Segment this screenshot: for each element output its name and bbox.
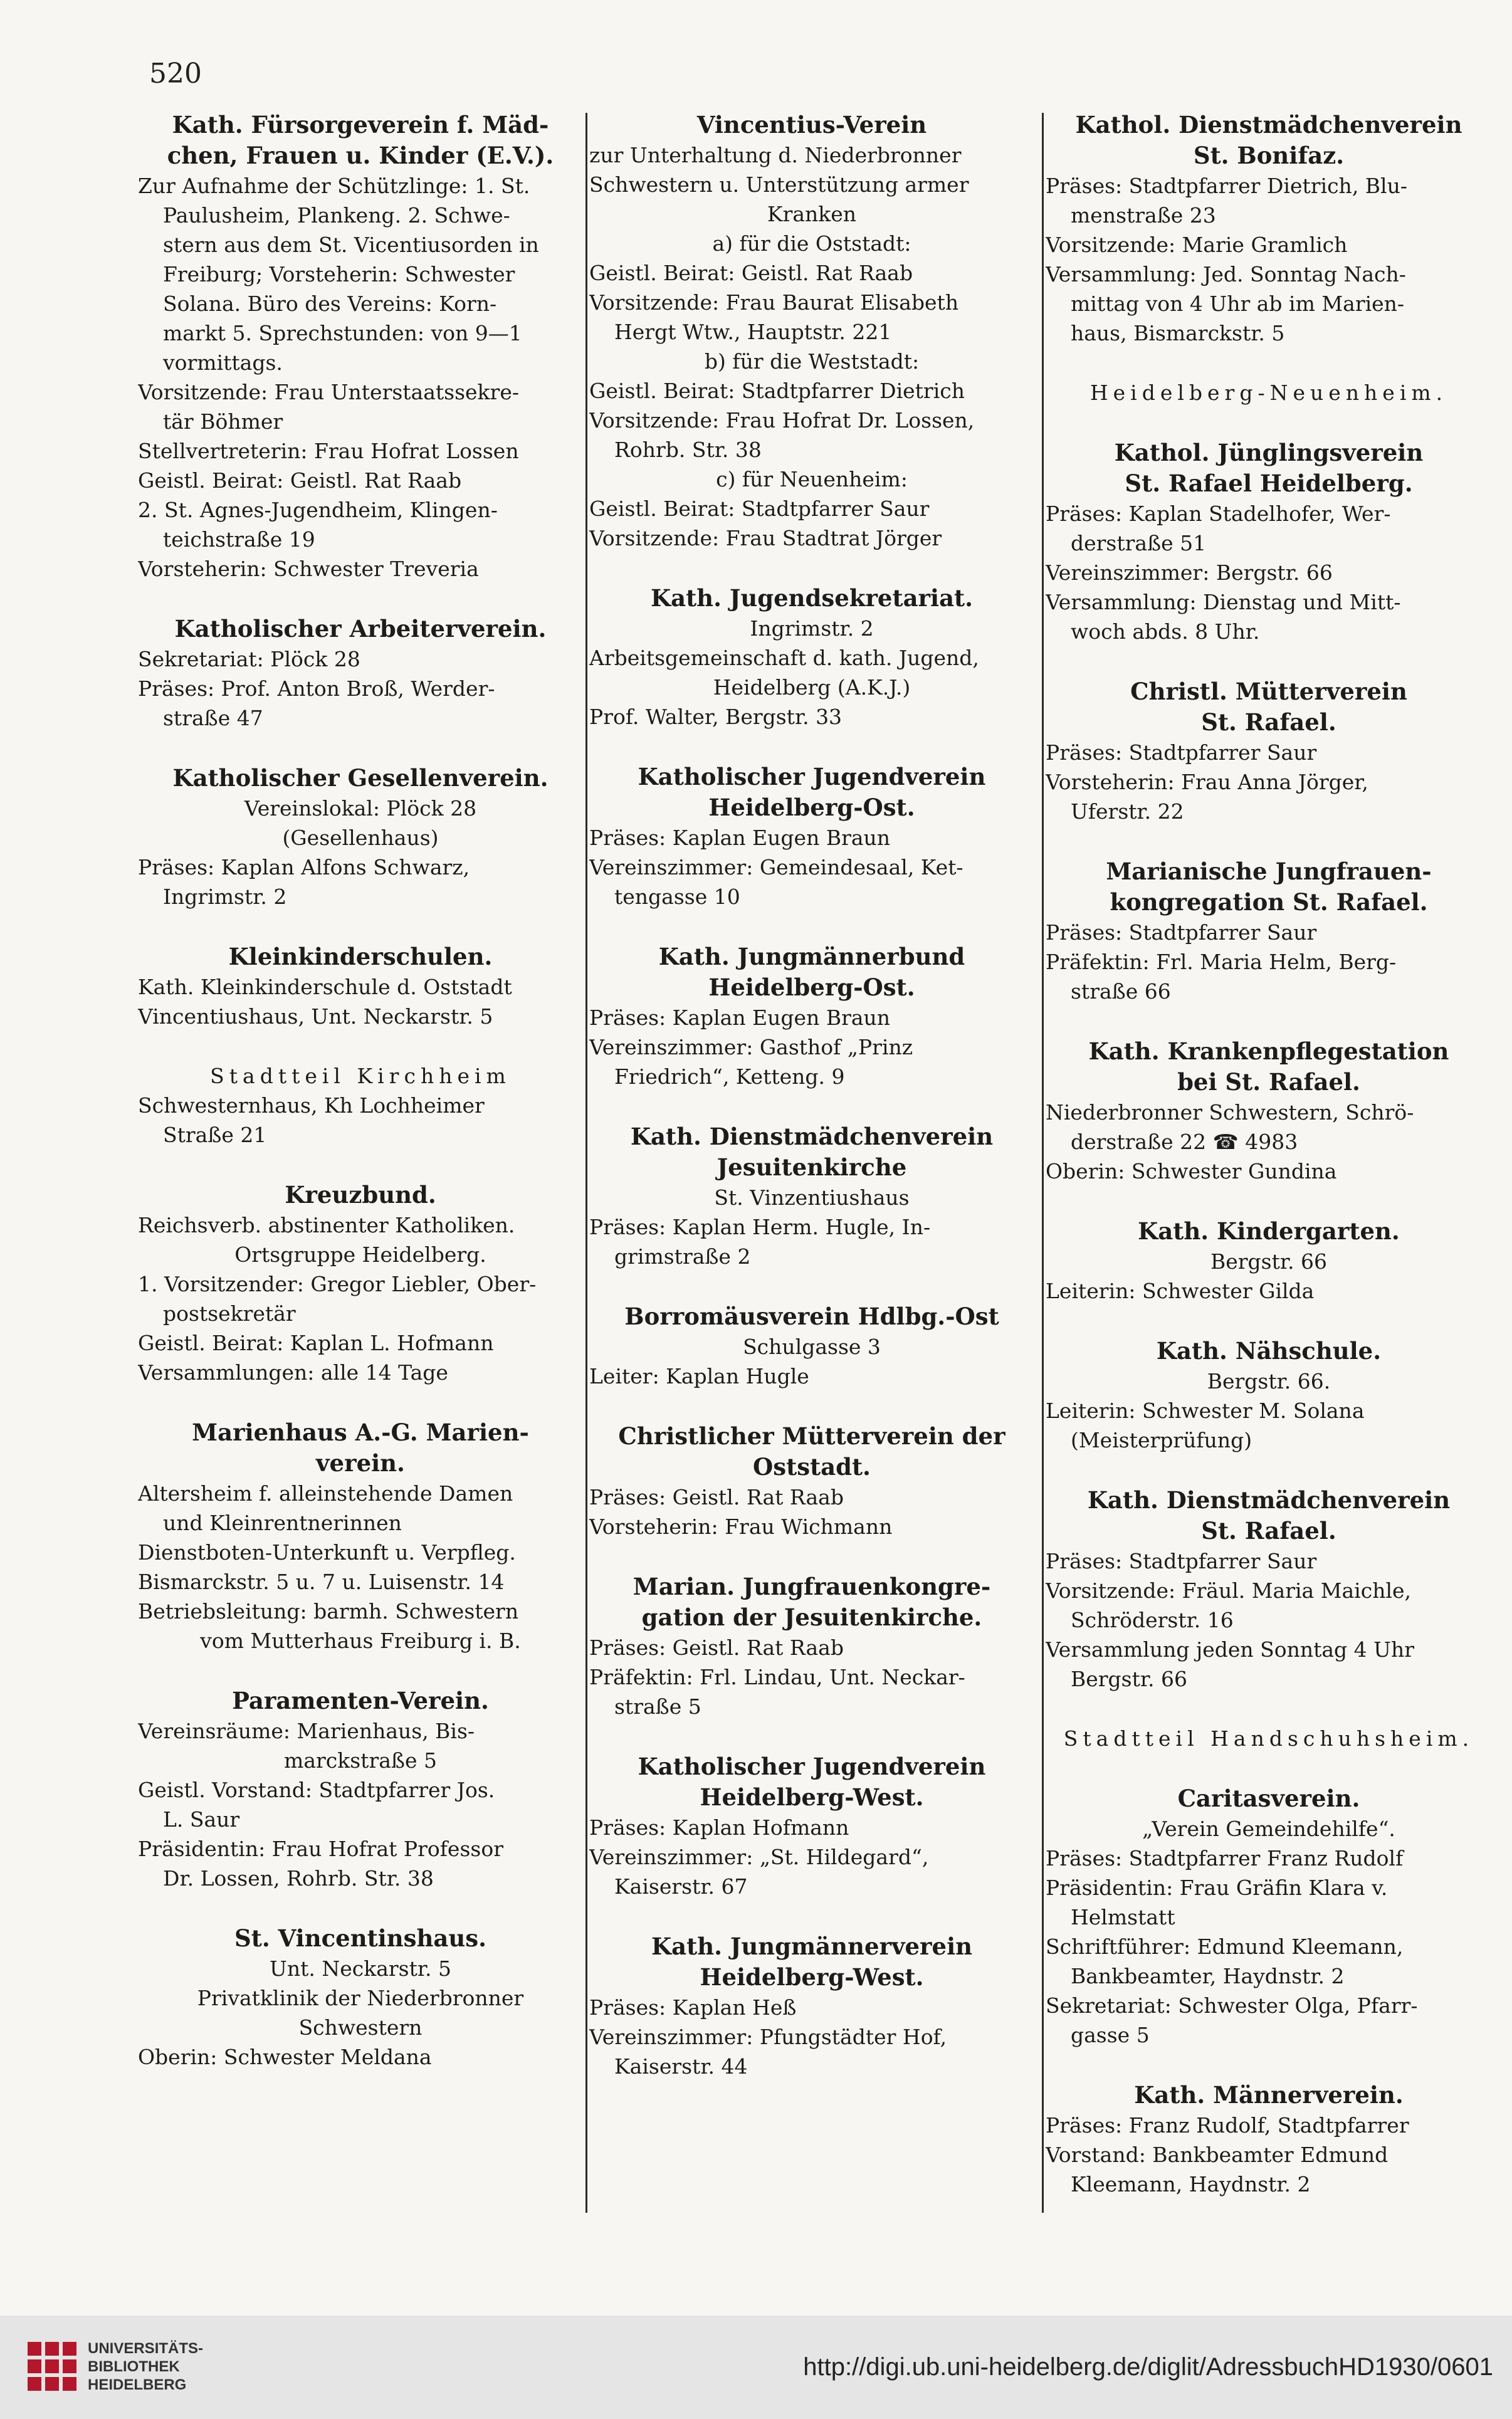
directory-entry: [589, 553, 1034, 732]
entry-heading: St. Vincentinshaus.: [234, 1924, 486, 1952]
entry-line: Vorsitzende: Frau Baurat Elisabeth: [589, 290, 959, 315]
entry-line: Präses: Stadtpfarrer Saur: [1046, 1549, 1317, 1573]
entry-line: Geistl. Vorstand: Stadtpfarrer Jos.: [138, 1778, 495, 1802]
entry-line: Kleemann, Haydnstr. 2: [1071, 2172, 1311, 2196]
entry-line: Betriebsleitung: barmh. Schwestern: [138, 1599, 519, 1624]
entry-gap: [589, 911, 1034, 942]
entry-heading: Katholischer Jugendverein: [638, 1753, 986, 1780]
entry-line: Vorsitzende: Marie Gramlich: [1046, 233, 1348, 257]
entry-line: Dr. Lossen, Rohrb. Str. 38: [163, 1866, 434, 1891]
directory-entry: [589, 1391, 1034, 1541]
entry-line: Sekretariat: Plöck 28: [138, 647, 360, 671]
entry-line: Geistl. Beirat: Kaplan L. Hofmann: [138, 1331, 494, 1355]
directory-entry: [589, 110, 1034, 553]
entry-line: Präses: Franz Rudolf, Stadtpfarrer: [1046, 2113, 1409, 2138]
entry-line: derstraße 51: [1071, 531, 1207, 555]
directory-entry: [1046, 1753, 1492, 2050]
entry-gap: [138, 584, 583, 614]
entry-line: Präses: Stadtpfarrer Franz Rudolf: [1046, 1846, 1404, 1871]
entry-line: Vereinszimmer: Gasthof „Prinz: [589, 1035, 913, 1059]
entry-line: Kath. Kleinkinderschule d. Oststadt: [138, 975, 512, 999]
entry-heading: Kath. Dienstmädchenverein: [1087, 1486, 1451, 1514]
source-url-link[interactable]: http://digi.ub.uni-heidelberg.de/diglit/AdressbuchHD1930/0601: [803, 2353, 1493, 2381]
entry-line: Helmstatt: [1071, 1905, 1175, 1929]
entry-line: Kranken: [767, 202, 857, 226]
column-rule-left: [585, 113, 587, 2213]
entry-line: Bismarckstr. 5 u. 7 u. Luisenstr. 14: [138, 1570, 505, 1594]
entry-line: gasse 5: [1071, 2023, 1150, 2047]
directory-entry: [1046, 348, 1492, 407]
entry-line: Bergstr. 66: [1210, 1249, 1327, 1274]
district-heading: Stadtteil Kirchheim: [210, 1064, 511, 1088]
entry-line: (Gesellenhaus): [282, 826, 439, 850]
directory-entry: [138, 110, 583, 584]
column-right: [1046, 110, 1492, 2199]
entry-heading: Christlicher Mütterverein der: [618, 1422, 1005, 1450]
entry-line: (Meisterprüfung): [1071, 1428, 1252, 1452]
entry-line: Geistl. Beirat: Stadtpfarrer Saur: [589, 496, 930, 521]
entry-gap: [589, 1091, 1034, 1121]
entry-heading: kongregation St. Rafael.: [1110, 888, 1428, 916]
entry-line: marckstraße 5: [284, 1748, 437, 1773]
entry-line: St. Vinzentiushaus: [714, 1185, 910, 1210]
entry-heading: St. Bonifaz.: [1193, 142, 1345, 169]
page-number: 520: [149, 58, 202, 90]
entry-line: Vorsitzende: Frau Unterstaatssekre-: [138, 380, 520, 404]
entry-line: Leiterin: Schwester M. Solana: [1046, 1398, 1365, 1423]
entry-line: Präses: Kaplan Alfons Schwarz,: [138, 855, 470, 879]
entry-line: Leiterin: Schwester Gilda: [1046, 1279, 1315, 1303]
entry-heading: Borromäusverein Hdlbg.-Ost: [624, 1303, 999, 1330]
entry-heading: Kath. Jugendsekretariat.: [650, 584, 974, 612]
entry-line: markt 5. Sprechstunden: von 9—1: [163, 321, 522, 345]
entry-heading: Caritasverein.: [1177, 1785, 1360, 1812]
entry-heading: Marian. Jungfrauenkongre-: [633, 1573, 991, 1600]
entry-line: Bankbeamter, Haydnstr. 2: [1071, 1964, 1345, 1988]
entry-gap: [1046, 407, 1492, 438]
entry-line: Präses: Kaplan Eugen Braun: [589, 826, 891, 850]
entry-line: Versammlung: Dienstag und Mitt-: [1046, 590, 1401, 614]
entry-gap: [589, 732, 1034, 762]
directory-entry: [589, 1721, 1034, 1901]
entry-line: 2. St. Agnes-Jugendheim, Klingen-: [138, 498, 498, 522]
entry-line: zur Unterhaltung d. Niederbronner: [589, 143, 962, 167]
entry-line: b) für die Weststadt:: [704, 349, 920, 374]
entry-line: Präses: Stadtpfarrer Saur: [1046, 740, 1317, 765]
entry-heading: Kath. Nähschule.: [1156, 1337, 1382, 1365]
entry-line: postsekretär: [163, 1301, 296, 1326]
entry-line: Versammlungen: alle 14 Tage: [138, 1360, 448, 1385]
entry-line: Straße 21: [163, 1123, 267, 1147]
entry-line: c) für Neuenheim:: [716, 467, 908, 491]
entry-line: Vorsteherin: Frau Wichmann: [589, 1514, 893, 1539]
entry-heading: Oststadt.: [753, 1453, 871, 1481]
district-heading: Stadtteil Handschuhsheim.: [1063, 1726, 1474, 1751]
entry-heading: Katholischer Arbeiterverein.: [174, 615, 547, 643]
entry-line: tär Böhmer: [163, 409, 283, 434]
entry-heading: St. Rafael Heidelberg.: [1125, 470, 1413, 497]
library-name: [88, 2339, 203, 2394]
entry-heading: Kath. Kindergarten.: [1138, 1217, 1400, 1245]
entry-line: Präses: Kaplan Eugen Braun: [589, 1005, 891, 1030]
entry-line: Schulgasse 3: [743, 1335, 881, 1359]
entry-line: Schwestern u. Unterstützung armer: [589, 172, 969, 197]
entry-line: Vorstand: Bankbeamter Edmund: [1046, 2143, 1389, 2167]
entry-line: grimstraße 2: [614, 1244, 751, 1269]
entry-line: Präses: Kaplan Hofmann: [589, 1815, 849, 1840]
library-name-line: BIBLIOTHEK: [88, 2358, 180, 2375]
directory-entry: [589, 911, 1034, 1091]
entry-line: Oberin: Schwester Gundina: [1046, 1159, 1337, 1183]
entry-line: Altersheim f. alleinstehende Damen: [138, 1481, 513, 1506]
entry-gap: [589, 1271, 1034, 1301]
entry-line: Vorsteherin: Frau Anna Jörger,: [1046, 770, 1368, 794]
entry-line: Unt. Neckarstr. 5: [270, 1956, 451, 1981]
entry-heading: Kath. Krankenpflegestation: [1088, 1037, 1449, 1065]
entry-line: Leiter: Kaplan Hugle: [589, 1364, 809, 1388]
entry-line: Geistl. Beirat: Geistl. Rat Raab: [138, 468, 462, 493]
entry-line: Vereinszimmer: Gemeindesaal, Ket-: [589, 855, 963, 879]
entry-line: straße 5: [614, 1694, 701, 1719]
entry-gap: [138, 1656, 583, 1686]
entry-line: teichstraße 19: [163, 527, 315, 552]
entry-line: Zur Aufnahme der Schützlinge: 1. St.: [138, 174, 530, 198]
entry-gap: [589, 1901, 1034, 1931]
entry-gap: [589, 553, 1034, 583]
entry-line: haus, Bismarckstr. 5: [1071, 321, 1285, 345]
entry-line: Heidelberg (A.K.J.): [713, 675, 911, 700]
entry-heading: Kleinkinderschulen.: [228, 943, 493, 970]
entry-line: Ingrimstr. 2: [163, 884, 287, 909]
directory-entry: [1046, 1455, 1492, 1694]
directory-entry: [1046, 646, 1492, 826]
entry-line: Rohrb. Str. 38: [614, 438, 762, 462]
entry-gap: [589, 1391, 1034, 1421]
entry-heading: Katholischer Jugendverein: [638, 763, 986, 790]
entry-line: Vorsitzende: Fräul. Maria Maichle,: [1046, 1578, 1412, 1603]
directory-entry: [138, 911, 583, 1031]
entry-line: Kaiserstr. 67: [614, 1874, 748, 1899]
directory-entry: [1046, 110, 1492, 348]
entry-gap: [1046, 1455, 1492, 1485]
entry-line: Präses: Kaplan Herm. Hugle, In-: [589, 1215, 931, 1239]
column-middle: [589, 110, 1034, 2081]
directory-entry: [1046, 826, 1492, 1006]
entry-gap: [1046, 1186, 1492, 1216]
entry-heading: chen, Frauen u. Kinder (E.V.).: [167, 142, 554, 169]
entry-line: Präfektin: Frl. Lindau, Unt. Neckar-: [589, 1665, 965, 1689]
entry-line: Präses: Geistl. Rat Raab: [589, 1635, 844, 1660]
entry-heading: St. Rafael.: [1201, 1517, 1336, 1545]
entry-heading: verein.: [316, 1449, 405, 1477]
directory-entry: [138, 1656, 583, 1893]
directory-entry: [138, 733, 583, 911]
entry-heading: gation der Jesuitenkirche.: [641, 1603, 982, 1631]
entry-gap: [1046, 1306, 1492, 1336]
entry-line: Geistl. Beirat: Geistl. Rat Raab: [589, 261, 913, 285]
entry-heading: Vincentius-Verein: [696, 111, 927, 139]
entry-line: Präses: Prof. Anton Broß, Werder-: [138, 676, 495, 701]
entry-line: Vereinsräume: Marienhaus, Bis-: [138, 1719, 475, 1743]
entry-heading: Kath. Jungmännerbund: [658, 943, 965, 970]
entry-line: Präsidentin: Frau Hofrat Professor: [138, 1837, 503, 1861]
entry-line: Geistl. Beirat: Stadtpfarrer Dietrich: [589, 379, 965, 403]
entry-gap: [138, 911, 583, 942]
entry-line: mittag von 4 Uhr ab im Marien-: [1071, 291, 1405, 316]
entry-heading: Kathol. Dienstmädchenverein: [1075, 111, 1462, 139]
entry-line: Vincentiushaus, Unt. Neckarstr. 5: [138, 1004, 493, 1029]
entry-line: Prof. Walter, Bergstr. 33: [589, 705, 843, 729]
entry-gap: [138, 1031, 583, 1061]
entry-line: Präfektin: Frl. Maria Helm, Berg-: [1046, 950, 1397, 974]
district-heading: Heidelberg-Neuenheim.: [1089, 380, 1448, 405]
entry-line: Präses: Kaplan Stadelhofer, Wer-: [1046, 501, 1391, 526]
entry-line: Schriftführer: Edmund Kleemann,: [1046, 1934, 1404, 1959]
entry-heading: Katholischer Gesellenverein.: [172, 764, 549, 792]
entry-gap: [138, 1893, 583, 1923]
entry-heading: Kath. Männerverein.: [1134, 2081, 1404, 2109]
entry-line: Präses: Geistl. Rat Raab: [589, 1485, 844, 1509]
entry-heading: Heidelberg-Ost.: [708, 973, 915, 1001]
library-name-line: UNIVERSITÄTS-: [88, 2340, 204, 2357]
entry-line: Vereinslokal: Plöck 28: [244, 796, 477, 821]
directory-entry: [1046, 1306, 1492, 1455]
entry-line: Solana. Büro des Vereins: Korn-: [163, 291, 497, 316]
entry-line: Privatklinik der Niederbronner: [197, 1986, 524, 2010]
entry-line: Niederbronner Schwestern, Schrö-: [1046, 1100, 1414, 1125]
directory-entry: [1046, 1694, 1492, 1753]
entry-line: menstraße 23: [1071, 203, 1216, 228]
entry-line: Hergt Wtw., Hauptstr. 221: [614, 320, 892, 344]
entry-line: woch abds. 8 Uhr.: [1071, 619, 1260, 644]
entry-gap: [1046, 1753, 1492, 1783]
entry-gap: [138, 1387, 583, 1417]
entry-line: straße 66: [1071, 979, 1171, 1004]
entry-gap: [1046, 1694, 1492, 1724]
entry-heading: Kath. Fürsorgeverein f. Mäd-: [172, 111, 549, 139]
directory-entry: [589, 1541, 1034, 1721]
entry-line: Präsidentin: Frau Gräfin Klara v.: [1046, 1876, 1388, 1900]
entry-heading: Jesuitenkirche: [717, 1153, 907, 1181]
entry-gap: [589, 1721, 1034, 1751]
entry-line: Vorsitzende: Frau Stadtrat Jörger: [589, 526, 942, 550]
entry-line: Paulusheim, Plankeng. 2. Schwe-: [163, 203, 510, 228]
directory-entry: [589, 732, 1034, 911]
entry-heading: Kath. Dienstmädchenverein: [630, 1123, 994, 1150]
entry-gap: [589, 1541, 1034, 1572]
entry-heading: Heidelberg-Ost.: [708, 794, 915, 821]
entry-line: stern aus dem St. Vicentiusorden in: [163, 233, 539, 257]
entry-heading: Paramenten-Verein.: [232, 1687, 489, 1714]
entry-line: Bergstr. 66: [1071, 1667, 1187, 1691]
entry-heading: bei St. Rafael.: [1177, 1068, 1360, 1096]
entry-gap: [1046, 826, 1492, 856]
entry-line: Bergstr. 66.: [1207, 1369, 1331, 1393]
directory-entry: [138, 1893, 583, 2072]
entry-gap: [1046, 1006, 1492, 1036]
entry-line: Schwesternhaus, Kh Lochheimer: [138, 1093, 485, 1118]
entry-line: Vorsteherin: Schwester Treveria: [138, 557, 479, 581]
entry-line: tengasse 10: [614, 884, 740, 909]
directory-entry: [1046, 1006, 1492, 1186]
entry-line: Sekretariat: Schwester Olga, Pfarr-: [1046, 1993, 1418, 2018]
entry-line: Präses: Stadtpfarrer Dietrich, Blu-: [1046, 174, 1408, 198]
entry-gap: [1046, 2050, 1492, 2080]
directory-entry: [1046, 407, 1492, 646]
entry-line: Kaiserstr. 44: [614, 2054, 748, 2079]
entry-line: Stellvertreterin: Frau Hofrat Lossen: [138, 439, 519, 463]
entry-line: Friedrich“, Ketteng. 9: [614, 1064, 845, 1089]
entry-line: Schwestern: [298, 2015, 423, 2040]
entry-line: straße 47: [163, 706, 263, 730]
entry-line: Versammlung jeden Sonntag 4 Uhr: [1046, 1637, 1414, 1662]
entry-heading: Marienhaus A.-G. Marien-: [192, 1419, 529, 1446]
entry-line: Präses: Kaplan Heß: [589, 1995, 797, 2020]
library-name-line: HEIDELBERG: [88, 2376, 187, 2393]
entry-heading: Christl. Mütterverein: [1130, 678, 1407, 705]
entry-line: L. Saur: [163, 1807, 240, 1832]
entry-line: 1. Vorsitzender: Gregor Liebler, Ober-: [138, 1272, 537, 1296]
entry-line: vom Mutterhaus Freiburg i. B.: [200, 1629, 521, 1653]
entry-heading: Heidelberg-West.: [700, 1963, 924, 1991]
directory-entry: [138, 1031, 583, 1150]
entry-line: Präses: Stadtpfarrer Saur: [1046, 920, 1317, 945]
entry-gap: [138, 1150, 583, 1180]
entry-gap: [1046, 646, 1492, 676]
directory-entry: [1046, 1186, 1492, 1306]
entry-line: Vereinszimmer: Pfungstädter Hof,: [589, 2025, 947, 2049]
entry-line: Arbeitsgemeinschaft d. kath. Jugend,: [589, 646, 979, 670]
directory-entry: [138, 1387, 583, 1656]
entry-line: Reichsverb. abstinenter Katholiken.: [138, 1213, 515, 1237]
directory-entry: [589, 1271, 1034, 1391]
entry-line: und Kleinrentnerinnen: [163, 1511, 402, 1535]
entry-line: Schröderstr. 16: [1071, 1608, 1234, 1632]
column-left: [138, 110, 583, 2072]
directory-entry: [589, 1901, 1034, 2081]
entry-line: Vorsitzende: Frau Hofrat Dr. Lossen,: [589, 408, 975, 433]
entry-gap: [1046, 348, 1492, 378]
entry-line: derstraße 22 ☎ 4983: [1071, 1130, 1298, 1154]
entry-line: Ingrimstr. 2: [750, 616, 874, 641]
entry-line: „Verein Gemeindehilfe“.: [1142, 1817, 1395, 1841]
entry-heading: Marianische Jungfrauen-: [1106, 858, 1432, 885]
entry-heading: Kath. Jungmännerverein: [651, 1933, 973, 1960]
entry-gap: [138, 733, 583, 763]
entry-heading: Heidelberg-West.: [700, 1783, 924, 1811]
directory-entry: [138, 584, 583, 733]
entry-heading: Kreuzbund.: [285, 1181, 436, 1209]
entry-line: Vereinszimmer: Bergstr. 66: [1046, 560, 1333, 585]
entry-line: a) für die Oststadt:: [712, 231, 911, 256]
entry-line: Versammlung: Jed. Sonntag Nach-: [1046, 262, 1406, 286]
library-footer: [0, 2316, 1512, 2419]
entry-heading: St. Rafael.: [1201, 708, 1336, 736]
entry-line: Uferstr. 22: [1071, 799, 1184, 824]
entry-line: Vereinszimmer: „St. Hildegard“,: [589, 1845, 929, 1869]
entry-line: Dienstboten-Unterkunft u. Verpfleg.: [138, 1540, 516, 1565]
entry-line: vormittags.: [163, 350, 283, 375]
entry-heading: Kathol. Jünglingsverein: [1114, 439, 1424, 466]
university-library-logo-icon: [25, 2339, 79, 2393]
directory-entry: [1046, 2050, 1492, 2199]
column-rule-right: [1042, 113, 1044, 2213]
entry-line: Ortsgruppe Heidelberg.: [234, 1242, 486, 1267]
directory-entry: [589, 1091, 1034, 1271]
directory-entry: [138, 1150, 583, 1387]
entry-line: Freiburg; Vorsteherin: Schwester: [163, 262, 515, 286]
entry-line: Oberin: Schwester Meldana: [138, 2045, 432, 2069]
